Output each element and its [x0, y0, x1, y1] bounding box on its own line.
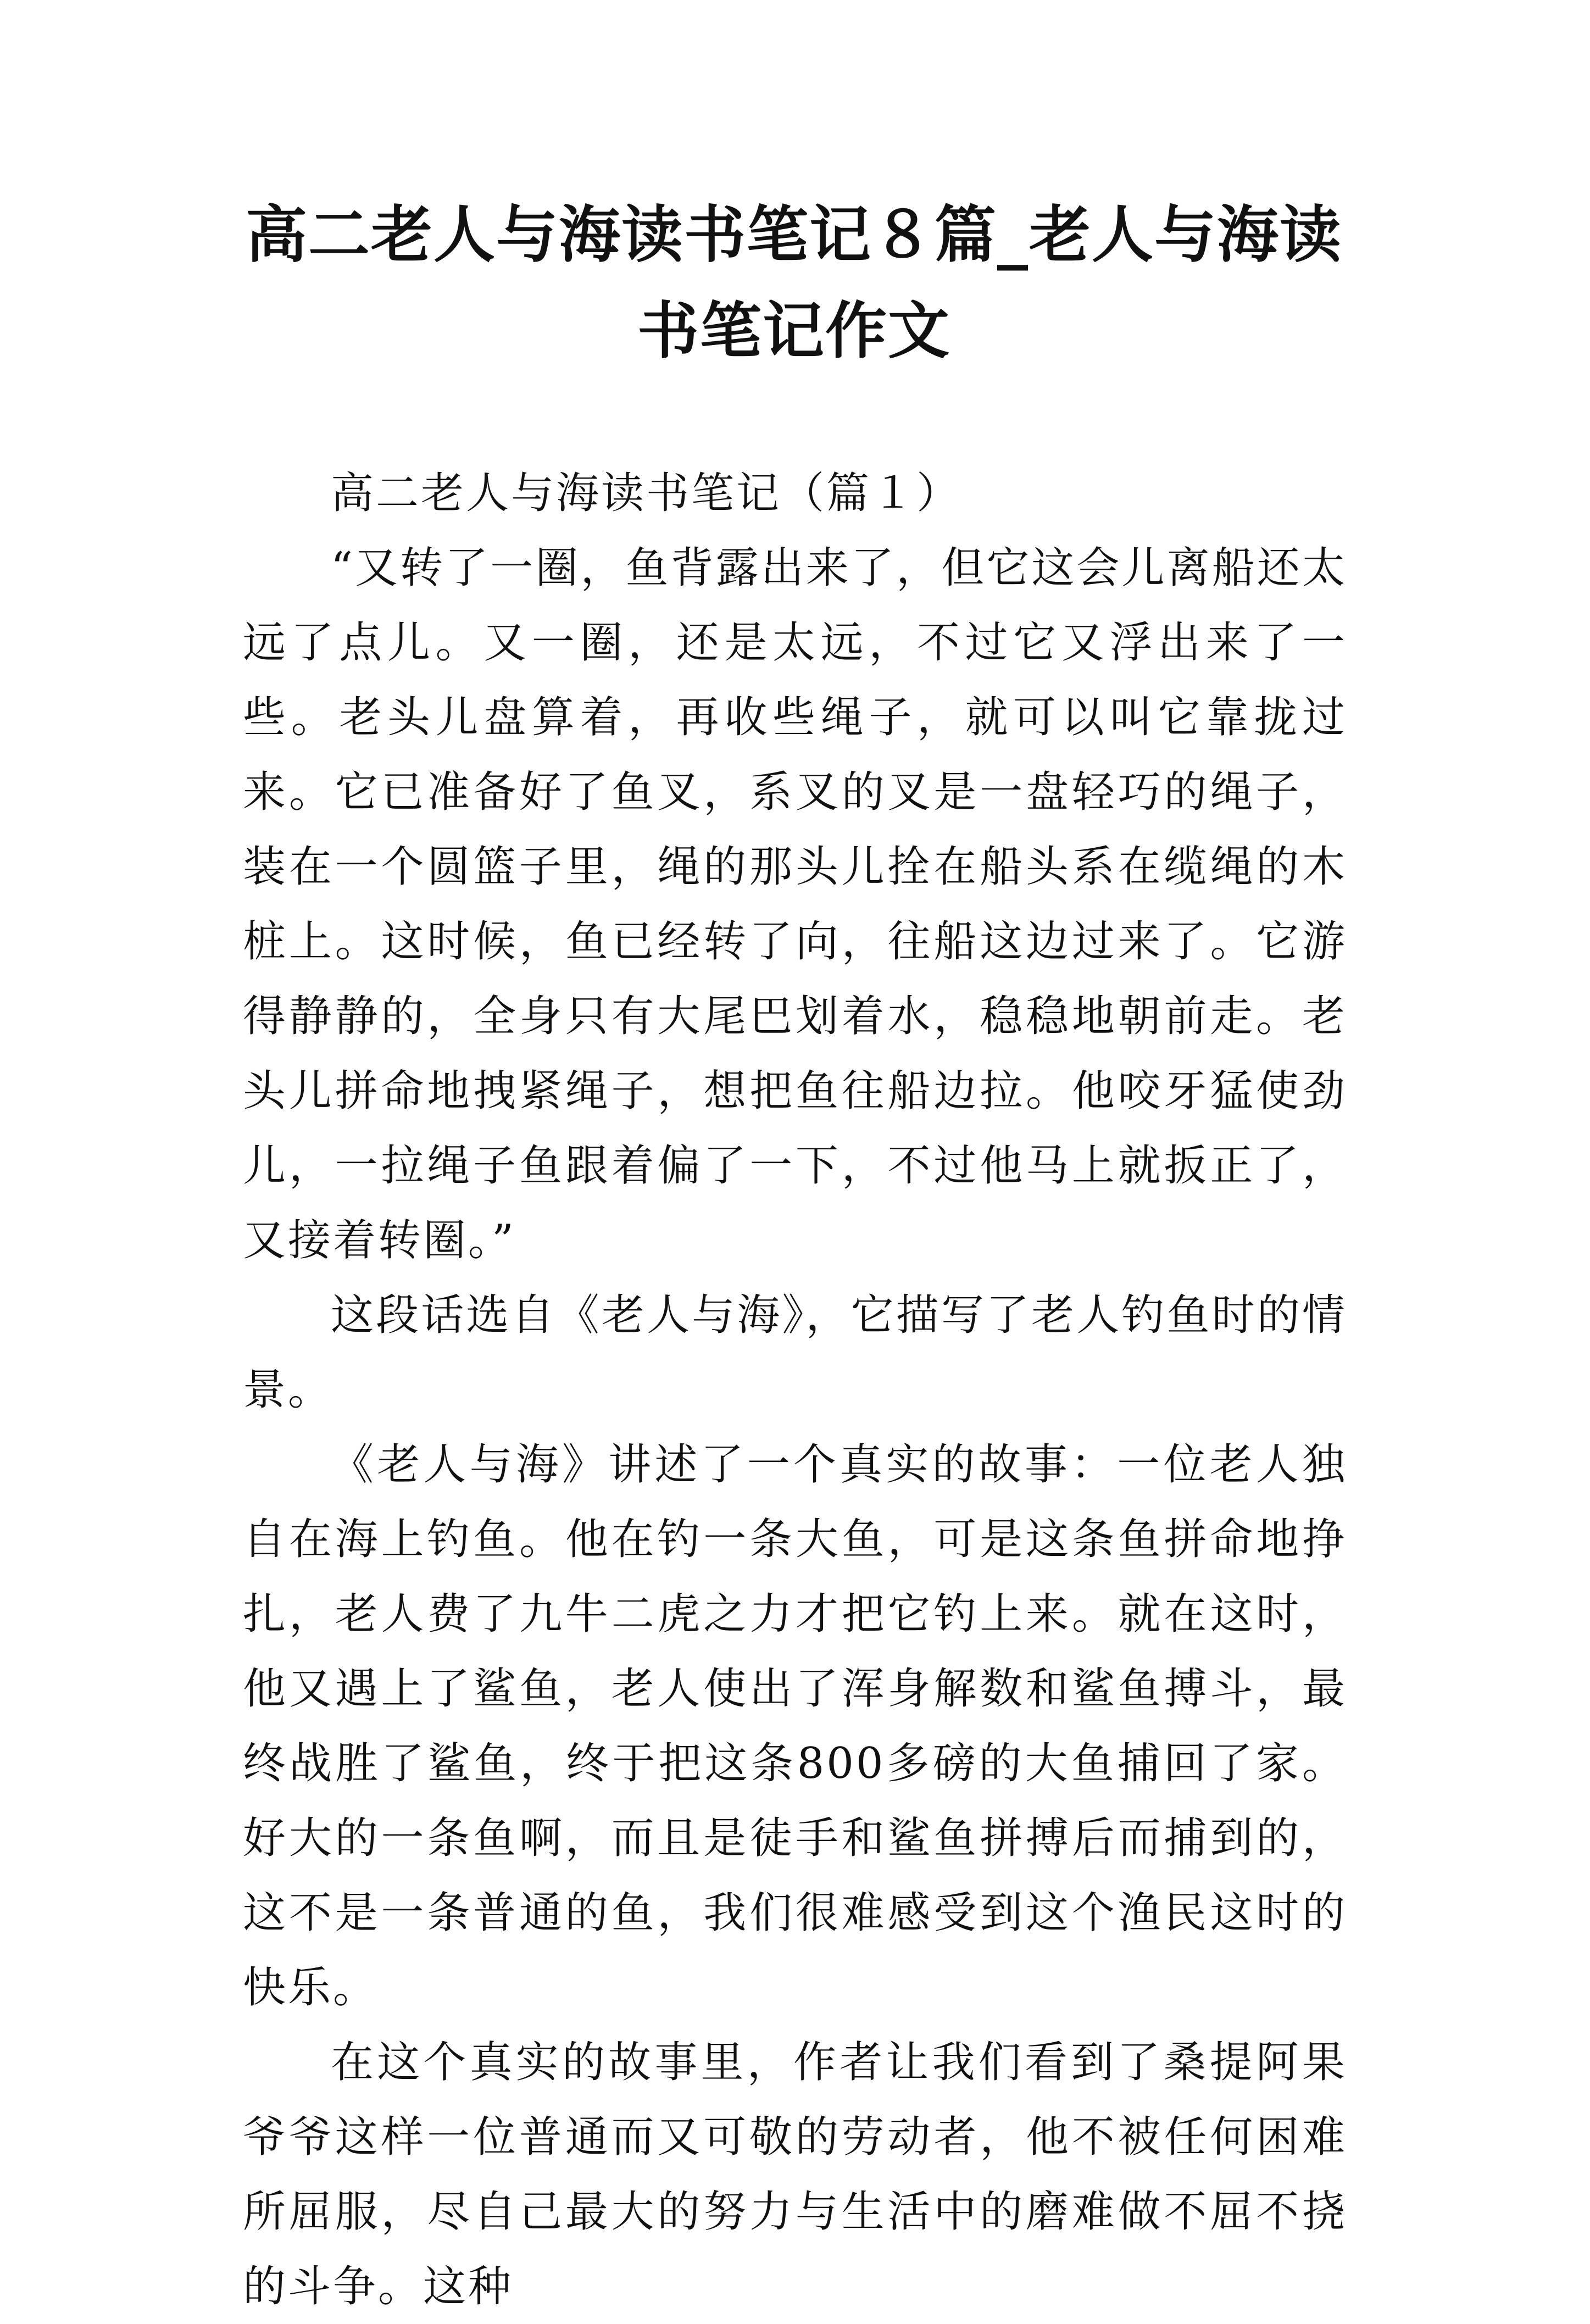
- paragraph: 这段话选自《老人与海》，它描写了老人钓鱼时的情景。: [243, 1291, 1347, 1415]
- document-body: [243, 456, 1347, 2324]
- paragraph: 《老人与海》讲述了一个真实的故事：一位老人独自在海上钓鱼。他在钓一条大鱼，可是这条鱼拼命地挣扎，老人费了九牛二虎之力才把它钓上来。就在这时，他又遇上了鲨鱼，老人使出了浑身解数和鲨鱼搏斗，最终战胜了鲨鱼，终于把这条800多磅的大鱼捕回了家。好大的一条鱼啊，而且是徒手和鲨鱼拼搏后而捕到的，这不是一条普通的鱼，我们很难感受到这个渔民这时的快乐。: [243, 1440, 1347, 2012]
- document-title: 高二老人与海读书笔记８篇_老人与海读书笔记作文: [246, 199, 1342, 367]
- section-heading: 高二老人与海读书笔记（篇１）: [331, 469, 962, 518]
- paragraph-quote: “又转了一圈，鱼背露出来了，但它这会儿离船还太远了点儿。又一圈，还是太远，不过它又浮出来了一些。老头儿盘算着，再收些绳子，就可以叫它靠拢过来。它已准备好了鱼叉，系叉的叉是一盘轻巧的绳子，装在一个圆篮子里，绳的那头儿拴在船头系在缆绳的木桩上。这时候，鱼已经转了向，往船这边过来了。它游得静静的，全身只有大尾巴划着水，稳稳地朝前走。老头儿拼命地拽紧绳子，想把鱼往船边拉。他咬牙猛使劲儿，一拉绳子鱼跟着偏了一下，不过他马上就扳正了，又接着转圈。”: [243, 543, 1347, 1265]
- paragraph: 在这个真实的故事里，作者让我们看到了桑提阿果爷爷这样一位普通而又可敬的劳动者，他不被任何困难所屈服，尽自己最大的努力与生活中的磨难做不屈不挠的斗争。这种: [243, 2038, 1347, 2311]
